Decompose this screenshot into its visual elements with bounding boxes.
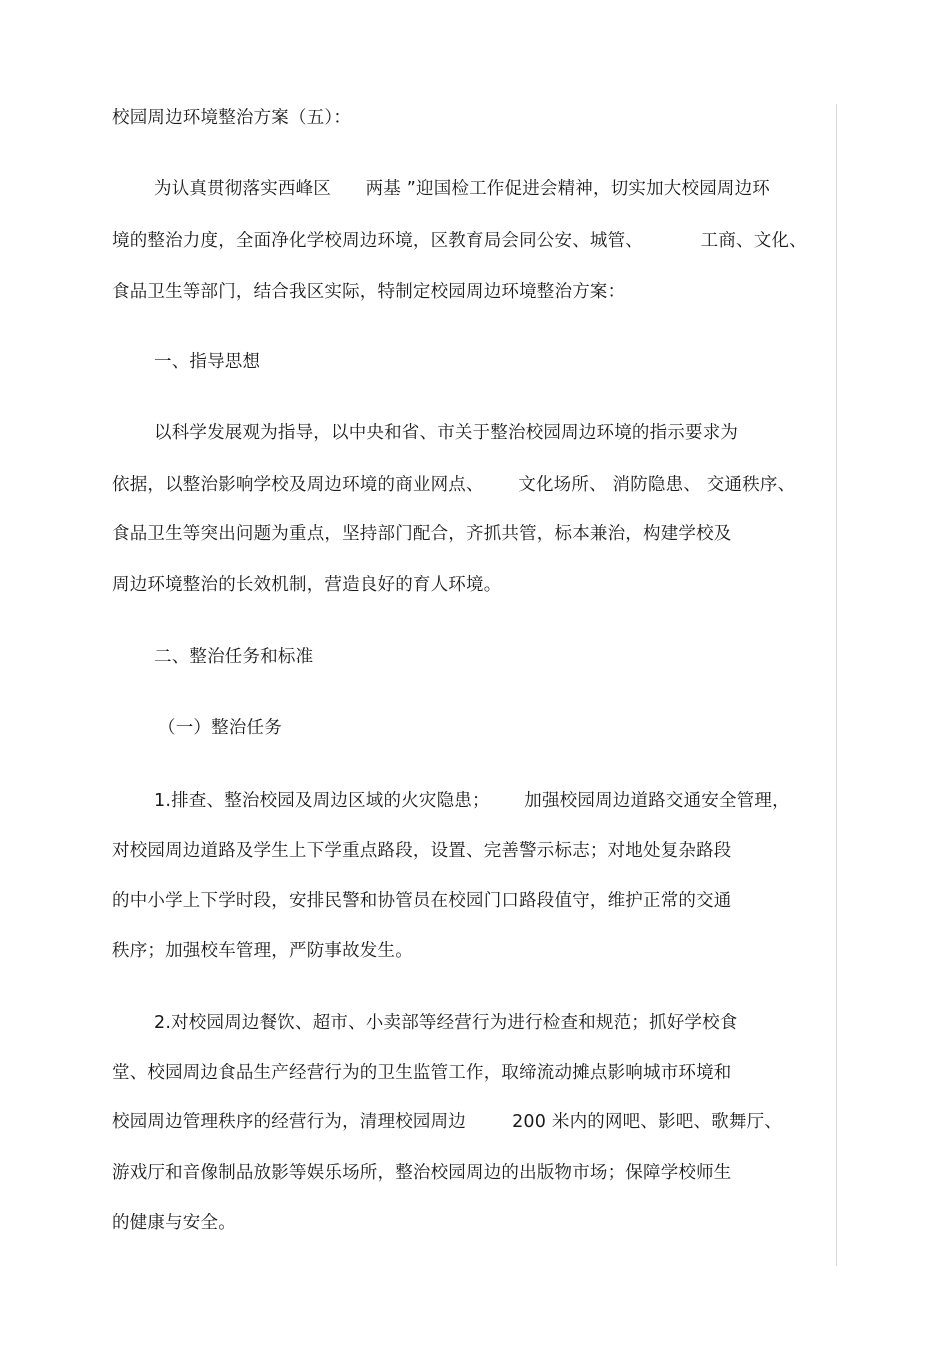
section1-line-2: 依据，以整治影响学校及周边环境的商业网点、 文化场所、 消防隐患、 交通秩序、 <box>112 475 796 495</box>
section1-heading: 一、指导思想 <box>154 352 261 372</box>
document-title: 校园周边环境整治方案（五）： <box>112 108 352 128</box>
subsection1-heading: （一）整治任务 <box>158 718 282 738</box>
item2-line-4: 游戏厅和音像制品放影等娱乐场所，整治校园周边的出版物市场；保障学校师生 <box>112 1163 732 1183</box>
item1-line-3: 的中小学上下学时段，安排民警和协管员在校园门口路段值守，维护正常的交通 <box>112 891 732 911</box>
item1-line-1: 1.排查、整治校园及周边区域的火灾隐患； 加强校园周边道路交通安全管理， <box>154 791 790 811</box>
section1-line-4: 周边环境整治的长效机制，营造良好的育人环境。 <box>112 575 502 595</box>
intro-line-2: 境的整治力度，全面净化学校周边环境，区教育局会同公安、城管、 工商、文化、 <box>112 231 807 251</box>
section1-line-3: 食品卫生等突出问题为重点，坚持部门配合，齐抓共管，标本兼治，构建学校及 <box>112 524 732 544</box>
section1-line-1: 以科学发展观为指导，以中央和省、市关于整治校园周边环境的指示要求为 <box>154 423 739 443</box>
item2-line-2: 堂、校园周边食品生产经营行为的卫生监管工作，取缔流动摊点影响城市环境和 <box>112 1063 732 1083</box>
item1-line-4: 秩序；加强校车管理，严防事故发生。 <box>112 941 413 961</box>
item2-line-1: 2.对校园周边餐饮、超市、小卖部等经营行为进行检查和规范；抓好学校食 <box>154 1013 738 1033</box>
intro-line-3: 食品卫生等部门，结合我区实际，特制定校园周边环境整治方案： <box>112 282 626 302</box>
section2-heading: 二、整治任务和标准 <box>154 647 314 667</box>
item2-line-5: 的健康与安全。 <box>112 1213 236 1233</box>
item2-line-3: 校园周边管理秩序的经营行为，清理校园周边 200 米内的网吧、影吧、歌舞厅、 <box>112 1112 782 1132</box>
item1-line-2: 对校园周边道路及学生上下学重点路段，设置、完善警示标志；对地处复杂路段 <box>112 841 732 861</box>
page-border <box>836 104 837 1266</box>
intro-line-1: 为认真贯彻落实西峰区 两基 ”迎国检工作促进会精神，切实加大校园周边环 <box>154 179 771 199</box>
